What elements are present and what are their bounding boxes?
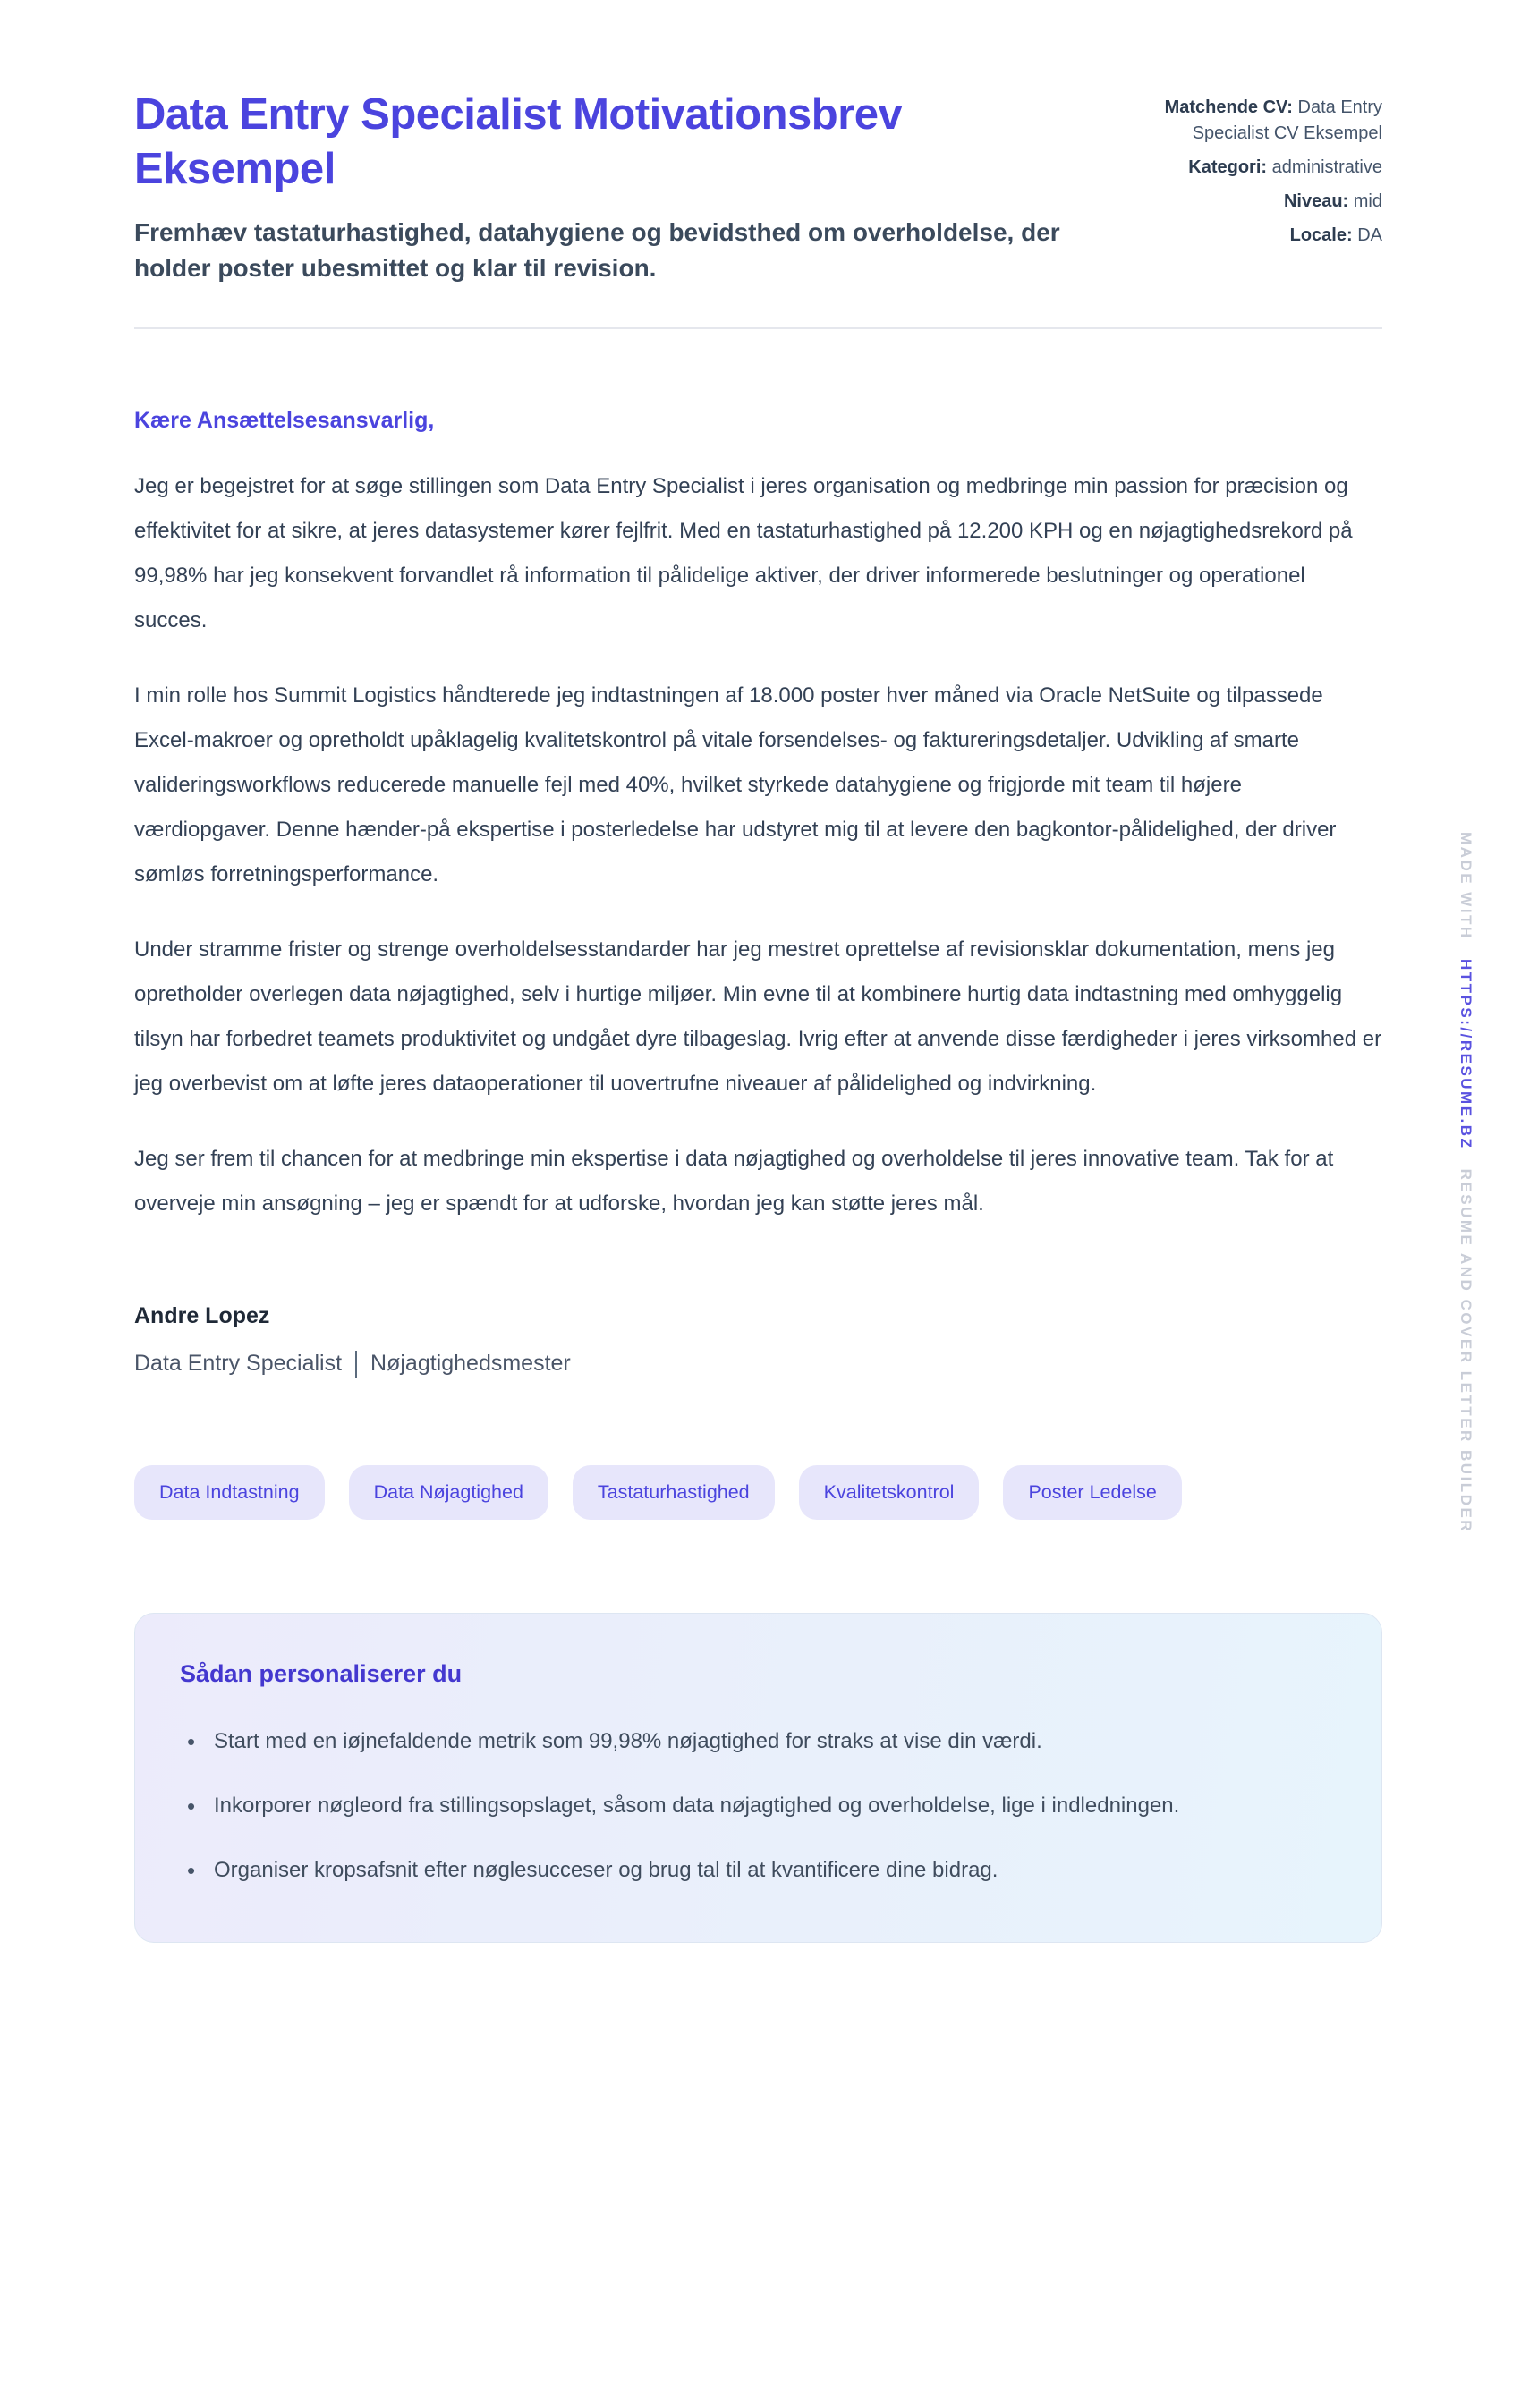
role-separator (355, 1351, 357, 1378)
builder-tagline: RESUME AND COVER LETTER BUILDER (1457, 1168, 1474, 1534)
meta-label: Locale: (1289, 225, 1353, 245)
vertical-watermark (1457, 832, 1474, 1533)
tag-chip[interactable]: Poster Ledelse (1003, 1465, 1181, 1521)
signature-block (134, 1303, 1382, 1378)
page-header (134, 88, 1382, 286)
letter-paragraph: Under stramme frister og strenge overholdelsesstandarder har jeg mestret oprettelse af revisionsklar dokumentation, mens jeg opretholder overlegen data nøjagtighed, selv i hurtige miljøer. Min evne til at kombinere hurtig data indtastning med omhyggelig tilsyn har forbedret teamets produktivitet og undgået dyre tilbageslag. Ivrig efter at anvende disse færdigheder i jeres virksomhed er jeg overbevist om at løfte jeres dataoperationer til uovertrufne niveauer af pålidelighed og indvirkning. (134, 937, 1382, 1096)
meta-row: Niveau: mid (1283, 191, 1382, 211)
tag-chip[interactable]: Tastaturhastighed (573, 1465, 775, 1521)
tag-chip[interactable]: Data Indtastning (134, 1465, 325, 1521)
page-subtitle: Fremhæv tastaturhastighed, datahygiene og bevidsthed om overholdelse, der holder poster ubesmittet og klar til revision. (134, 217, 1060, 282)
resume-bz-link[interactable]: HTTPS://RESUME.BZ (1457, 958, 1474, 1150)
tag-chip[interactable]: Data Nøjagtighed (349, 1465, 548, 1521)
meta-label: Matchende CV: (1164, 98, 1293, 117)
meta-label: Kategori: (1188, 157, 1268, 177)
page-title: Data Entry Specialist Motivationsbrev Eksempel (134, 90, 903, 193)
header-divider (134, 327, 1382, 329)
header-title-block (134, 88, 1083, 286)
personalization-tips-box (134, 1613, 1382, 1943)
letter-paragraph: Jeg er begejstret for at søge stillingen som Data Entry Specialist i jeres organisation og medbringe min passion for præcision og effektivitet for at sikre, at jeres datasystemer kører fejlfrit. Med en tastaturhastighed på 12.200 KPH og en nøjagtighedsrekord på 99,98% har jeg konsekvent forvandlet rå information til pålidelige aktiver, der driver informerede beslutninger og operationel succes. (134, 473, 1353, 632)
tip-item: • Start med en iøjnefaldende metrik som 99,98% nøjagtighed for straks at vise din værdi. (180, 1722, 1280, 1761)
tips-list (180, 1722, 1337, 1890)
signature-role-subtitle: Nøjagtighedsmester (370, 1351, 571, 1377)
tip-item: • Organiser kropsafsnit efter nøglesucceser og brug tal til at kvantificere dine bidrag. (180, 1851, 1280, 1890)
tag-chip[interactable]: Kvalitetskontrol (799, 1465, 980, 1521)
document-meta (1109, 95, 1382, 257)
letter-paragraph: I min rolle hos Summit Logistics håndterede jeg indtastningen af 18.000 poster hver måned via Oracle NetSuite og tilpassede Excel-makroer og opretholdt upåklagelig kvalitetskontrol på vitale forsendelses- og faktureringsdetaljer. Udvikling af smarte valideringsworkflows reducerede manuelle fejl med 40%, hvilket styrkede datahygiene og frigjorde mit team til højere værdiopgaver. Denne hænder-på ekspertise i posterledelse har udstyret mig til at levere den bagkontor-pålidelighed, der driver sømløs forretningsperformance. (134, 683, 1337, 886)
letter-body (134, 464, 1382, 1226)
meta-label: Niveau: (1283, 191, 1349, 211)
tips-heading: Sådan personaliserer du (180, 1660, 463, 1688)
signature-role (134, 1351, 1382, 1378)
meta-row: Kategori: administrative (1188, 157, 1382, 177)
signature-name: Andre Lopez (134, 1302, 270, 1328)
made-with-label: MADE WITH (1457, 832, 1474, 940)
letter-paragraph: Jeg ser frem til chancen for at medbringe min ekspertise i data nøjagtighed og overholdelse til jeres innovative team. Tak for at overveje min ansøgning – jeg er spændt for at udforske, hvordan jeg kan støtte jeres mål. (134, 1146, 1334, 1216)
signature-role-title: Data Entry Specialist (134, 1351, 343, 1377)
letter-greeting: Kære Ansættelsesansvarlig, (134, 407, 435, 433)
meta-row: Matchende CV: Data Entry Specialist CV Eksempel (1164, 98, 1382, 143)
skill-tags (134, 1465, 1382, 1521)
meta-row: Locale: DA (1289, 225, 1382, 245)
tip-item: • Inkorporer nøgleord fra stillingsopslaget, såsom data nøjagtighed og overholdelse, lige i indledningen. (180, 1786, 1280, 1826)
